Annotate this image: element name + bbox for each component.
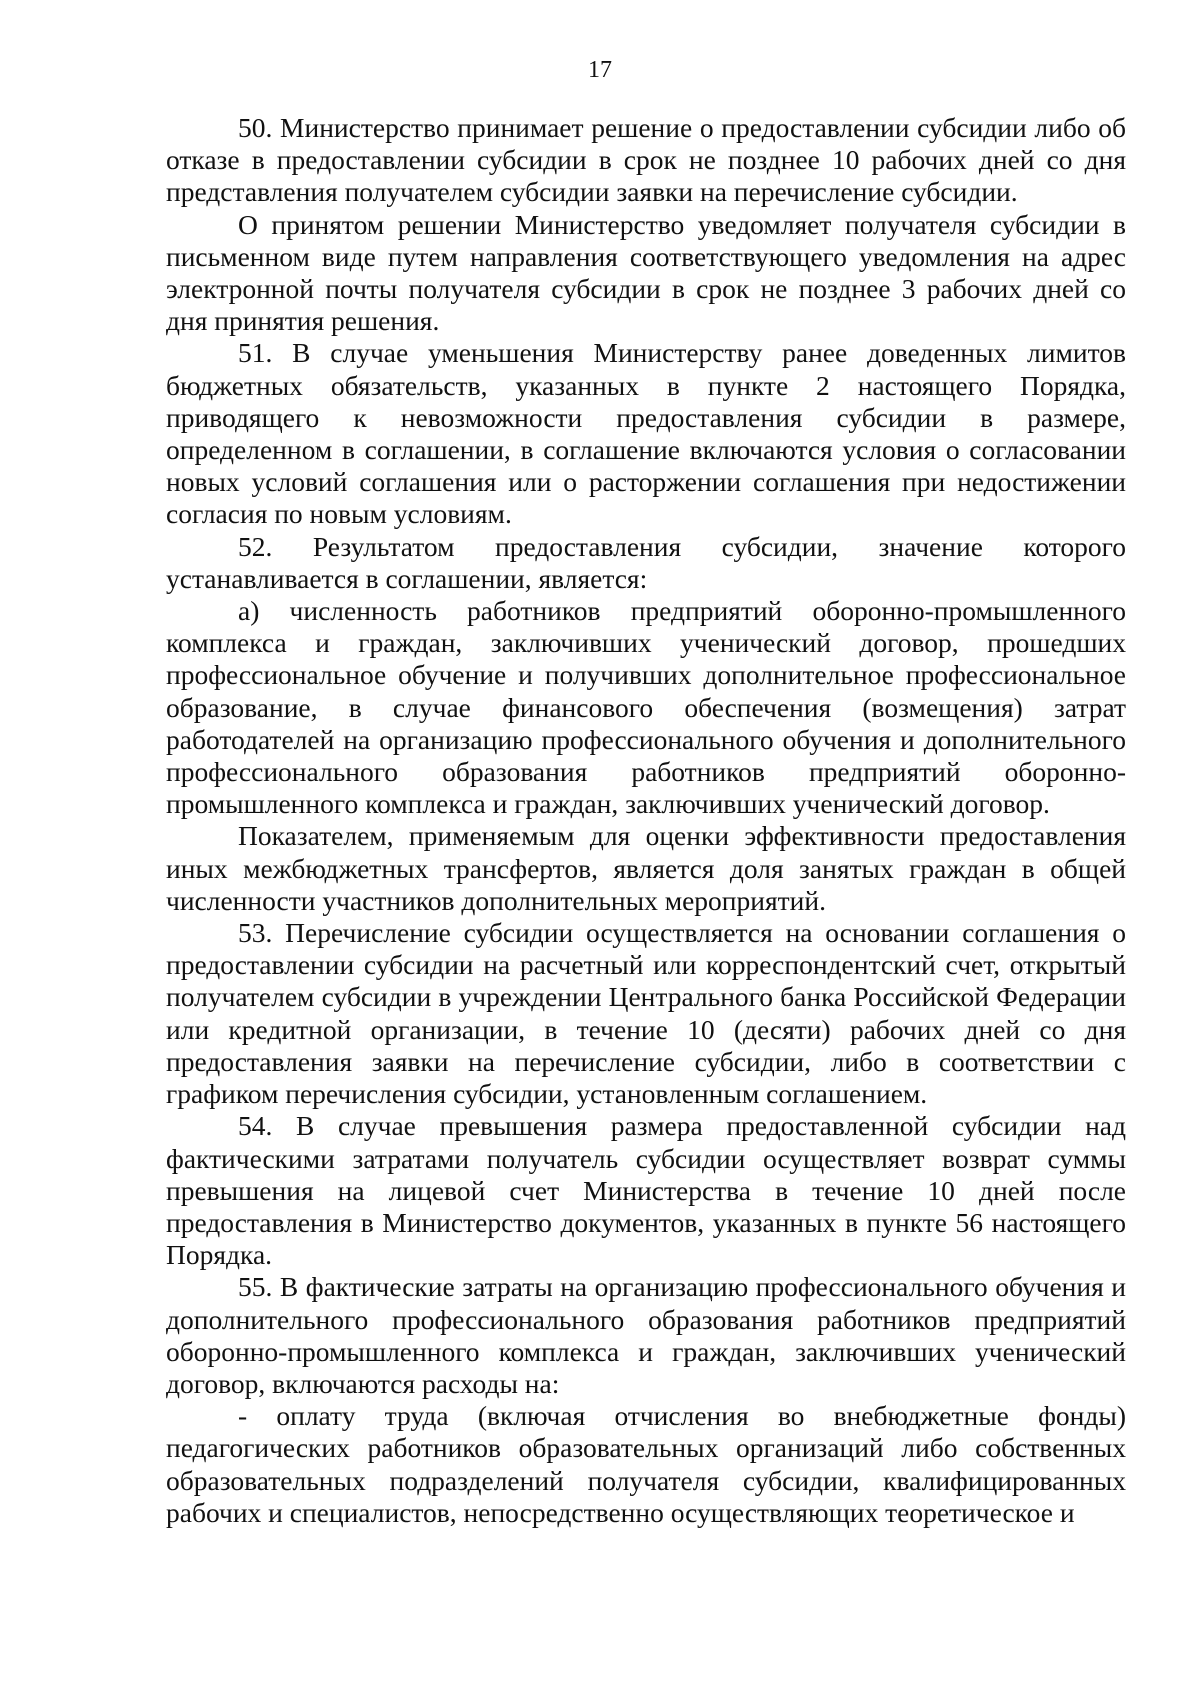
paragraph-51: 51. В случае уменьшения Министерству ранее доведенных лимитов бюджетных обязательств, указанных в пункте 2 настоящего Порядка, приводящего к невозможности предоставления субсидии в размере, определенном в соглашении, в соглашение включаются условия о согласовании новых условий соглашения или о расторжении соглашения при недостижении согласия по новым условиям. [166, 337, 1126, 530]
paragraph-55-item: - оплату труда (включая отчисления во внебюджетные фонды) педагогических работников образовательных организаций либо собственных образовательных подразделений получателя субсидии, квалифицированных рабочих и специалистов, непосредственно осуществляющих теоретическое и [166, 1400, 1126, 1528]
page-number: 17 [588, 57, 612, 83]
paragraph-52: 52. Результатом предоставления субсидии, значение которого устанавливается в соглашении, является: [166, 530, 1126, 594]
paragraph-50: 50. Министерство принимает решение о предоставлении субсидии либо об отказе в предоставлении субсидии в срок не позднее 10 рабочих дней со дня представления получателем субсидии заявки на перечисление субсидии. [166, 112, 1126, 208]
document-body [166, 112, 1126, 1529]
paragraph-50-notice: О принятом решении Министерство уведомляет получателя субсидии в письменном виде путем направления соответствующего уведомления на адрес электронной почты получателя субсидии в срок не позднее 3 рабочих дней со дня принятия решения. [166, 208, 1126, 337]
paragraph-54: 54. В случае превышения размера предоставленной субсидии над фактическими затратами получатель субсидии осуществляет возврат суммы превышения на лицевой счет Министерства в течение 10 дней после предоставления в Министерство документов, указанных в пункте 56 настоящего Порядка. [166, 1110, 1126, 1271]
paragraph-52-indicator: Показателем, применяемым для оценки эффективности предоставления иных межбюджетных трансфертов, является доля занятых граждан в общей численности участников дополнительных мероприятий. [166, 820, 1126, 916]
paragraph-55: 55. В фактические затраты на организацию профессионального обучения и дополнительного профессионального образования работников предприятий оборонно-промышленного комплекса и граждан, заключивших ученический договор, включаются расходы на: [166, 1271, 1126, 1399]
paragraph-53: 53. Перечисление субсидии осуществляется на основании соглашения о предоставлении субсидии на расчетный или корреспондентский счет, открытый получателем субсидии в учреждении Центрального банка Российской Федерации или кредитной организации, в течение 10 (десяти) рабочих дней со дня предоставления заявки на перечисление субсидии, либо в соответствии с графиком перечисления субсидии, установленным соглашением. [166, 917, 1126, 1110]
paragraph-52-a: а) численность работников предприятий оборонно-промышленного комплекса и граждан, заключивших ученический договор, прошедших профессиональное обучение и получивших дополнительное профессиональное образование, в случае финансового обеспечения (возмещения) затрат работодателей на организацию профессионального обучения и дополнительного профессионального образования работников предприятий оборонно-промышленного комплекса и граждан, заключивших ученический договор. [166, 595, 1126, 820]
